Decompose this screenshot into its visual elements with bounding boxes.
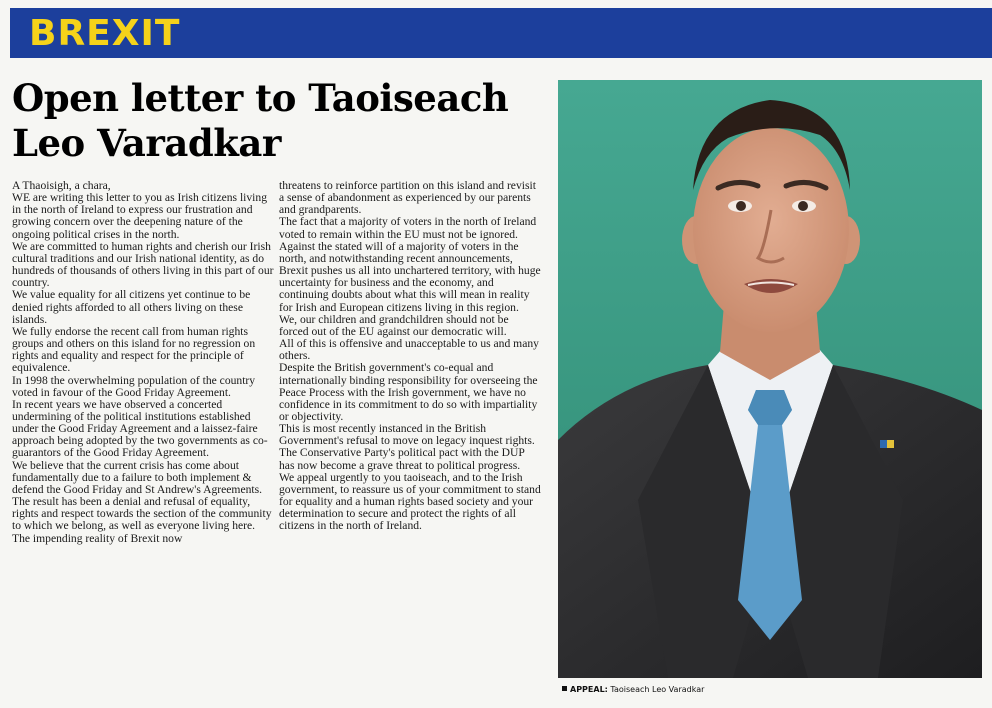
article-paragraph: WE are writing this letter to you as Irish citizens living in the north of Ireland to express our frustration and growing concern over the deepening nature of the ongoing political crises in the north. [12, 191, 268, 241]
article-paragraph: Against the stated will of a majority of voters in the north, and notwithstanding recent announcements, Brexit pushes us all into unchartered territory, with huge uncertainty for business and the economy, and continuing doubts about what this will mean in reality for Irish and European citizens living in this region. [279, 239, 541, 314]
article-column-right [279, 180, 541, 533]
article-paragraph: The result has been a denial and refusal of equality, rights and respect towards the section of the community to which we belong, as well as everyone living here. [12, 495, 272, 533]
article-paragraph: All of this is offensive and unacceptable to us and many others. [279, 337, 539, 363]
article-paragraph: We are committed to human rights and cherish our Irish cultural traditions and our Irish national identity, as do hundreds of thousands of others living in this part of our country. [12, 239, 274, 290]
portrait-illustration [558, 80, 982, 678]
section-label: BREXIT [29, 13, 181, 54]
article-paragraph: The impending reality of Brexit now [12, 531, 183, 545]
article-paragraph: We, our children and grandchildren should not be forced out of the EU against our democratic will. [279, 312, 509, 338]
headline: Open letter to Taoiseach Leo Varadkar [12, 76, 509, 165]
photo-caption [562, 685, 704, 695]
article-paragraph: The fact that a majority of voters in the north of Ireland voted to remain within the EU must not be ignored. [279, 215, 537, 241]
portrait-photo [558, 80, 982, 678]
article-column-left [12, 180, 274, 545]
article-paragraph: In 1998 the overwhelming population of the country voted in favour of the Good Friday Agreement. [12, 373, 256, 399]
article-paragraph: We fully endorse the recent call from human rights groups and others on this island for no regression on rights and equality and respect for the principle of equivalence. [12, 324, 256, 375]
section-banner [10, 8, 992, 58]
article-paragraph: We appeal urgently to you taoiseach, and to the Irish government, to reassure us of your commitment to stand for equality and a human rights based society and your determination to secure and protect the rights of all citizens in the north of Ireland. [279, 470, 541, 533]
caption-bullet-icon [562, 686, 567, 691]
article-paragraph: Despite the British government's co-equal and internationally binding responsibility for overseeing the Peace Process with the Irish government, we have no confidence in its commitment to do so with impartiality or objectivity. [279, 361, 538, 423]
article-paragraph: In recent years we have observed a concerted undermining of the political institutions established under the Good Friday Agreement and a laissez-faire approach being adopted by the two governments as co-guarantors of the Good Friday Agreement. [12, 397, 268, 460]
article-paragraph: This is most recently instanced in the British Government's refusal to move on legacy inquest rights. The Conservative Party's political pact with the DUP has now become a grave threat to political progress. [279, 422, 535, 472]
article-paragraph: We believe that the current crisis has come about fundamentally due to a failure to both implement & defend the Good Friday and St Andrew's Agreements. [12, 458, 263, 496]
article-paragraph: We value equality for all citizens yet continue to be denied rights afforded to all others living on these islands. [12, 288, 251, 326]
article-paragraph: threatens to reinforce partition on this island and revisit a sense of abandonment as experienced by our parents and grandparents. [279, 179, 536, 217]
article-paragraph: A Thaoisigh, a chara, [12, 179, 111, 192]
caption-text: Taoiseach Leo Varadkar [610, 685, 705, 694]
caption-label: APPEAL: [570, 685, 608, 694]
